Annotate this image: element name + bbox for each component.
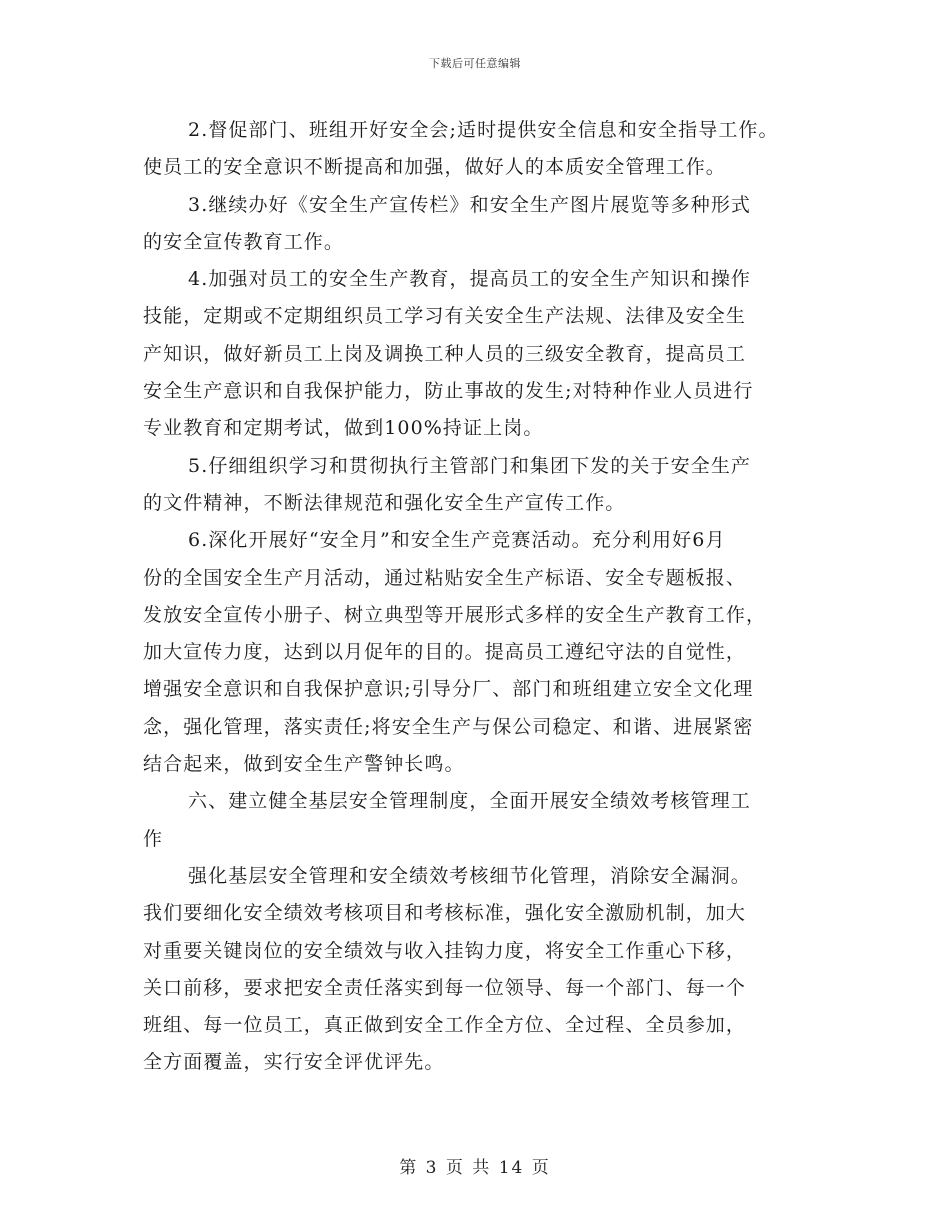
text-line: 份的全国安全生产月活动，通过粘贴安全生产标语、安全专题板报、 (143, 566, 747, 589)
text-line: 增强安全意识和自我保护意识;引导分厂、部门和班组建立安全文化理 (143, 678, 754, 701)
page-number: 第 3 页 共 14 页 (399, 1158, 551, 1178)
text-line: 班组、每一位员工，真正做到安全工作全方位、全过程、全员参加， (143, 1014, 747, 1037)
text-line: 的安全宣传教育工作。 (143, 230, 345, 253)
text-line: 3.继续办好《安全生产宣传栏》和安全生产图片展览等多种形式 (188, 193, 752, 216)
text-line: 专业教育和定期考试，做到100%持证上岗。 (143, 417, 544, 440)
header-note: 下载后可任意编辑 (429, 57, 521, 70)
text-line: 2.督促部门、班组开好安全会;适时提供安全信息和安全指导工作。 (188, 119, 779, 141)
text-line: 我们要细化安全绩效考核项目和考核标准，强化安全激励机制，加大 (143, 902, 747, 925)
text-line: 关口前移，要求把安全责任落实到每一位领导、每一个部门、每一个 (143, 976, 747, 999)
text-line: 技能，定期或不定期组织员工学习有关安全生产法规、法律及安全生 (143, 305, 747, 328)
document-body (143, 112, 813, 1082)
text-line: 结合起来，做到安全生产警钟长鸣。 (143, 753, 465, 776)
text-line: 作 (143, 827, 164, 850)
text-line: 全方面覆盖，实行安全评优评先。 (143, 1051, 445, 1074)
text-line: 六、建立健全基层安全管理制度，全面开展安全绩效考核管理工 (188, 790, 751, 813)
text-line: 念，强化管理，落实责任;将安全生产与保公司稳定、和谐、进展紧密 (143, 715, 754, 738)
text-line: 发放安全宣传小册子、树立典型等开展形式多样的安全生产教育工作， (143, 603, 767, 626)
text-line: 使员工的安全意识不断提高和加强，做好人的本质安全管理工作。 (143, 156, 726, 179)
text-line: 强化基层安全管理和安全绩效考核细节化管理，消除安全漏洞。 (188, 864, 751, 887)
text-line: 加大宣传力度，达到以月促年的目的。提高员工遵纪守法的自觉性， (143, 641, 747, 664)
text-line: 对重要关键岗位的安全绩效与收入挂钩力度，将安全工作重心下移， (143, 939, 747, 962)
text-line: 6.深化开展好“安全月”和安全生产竞赛活动。充分利用好6月 (188, 529, 726, 552)
text-line: 的文件精神，不断法律规范和强化安全生产宣传工作。 (143, 491, 626, 514)
text-line: 4.加强对员工的安全生产教育，提高员工的安全生产知识和操作 (188, 268, 752, 291)
text-line: 5.仔细组织学习和贯彻执行主管部门和集团下发的关于安全生产 (188, 454, 752, 477)
text-line: 产知识，做好新员工上岗及调换工种人员的三级安全教育，提高员工 (143, 342, 747, 365)
text-line: 安全生产意识和自我保护能力，防止事故的发生;对特种作业人员进行 (143, 380, 754, 403)
